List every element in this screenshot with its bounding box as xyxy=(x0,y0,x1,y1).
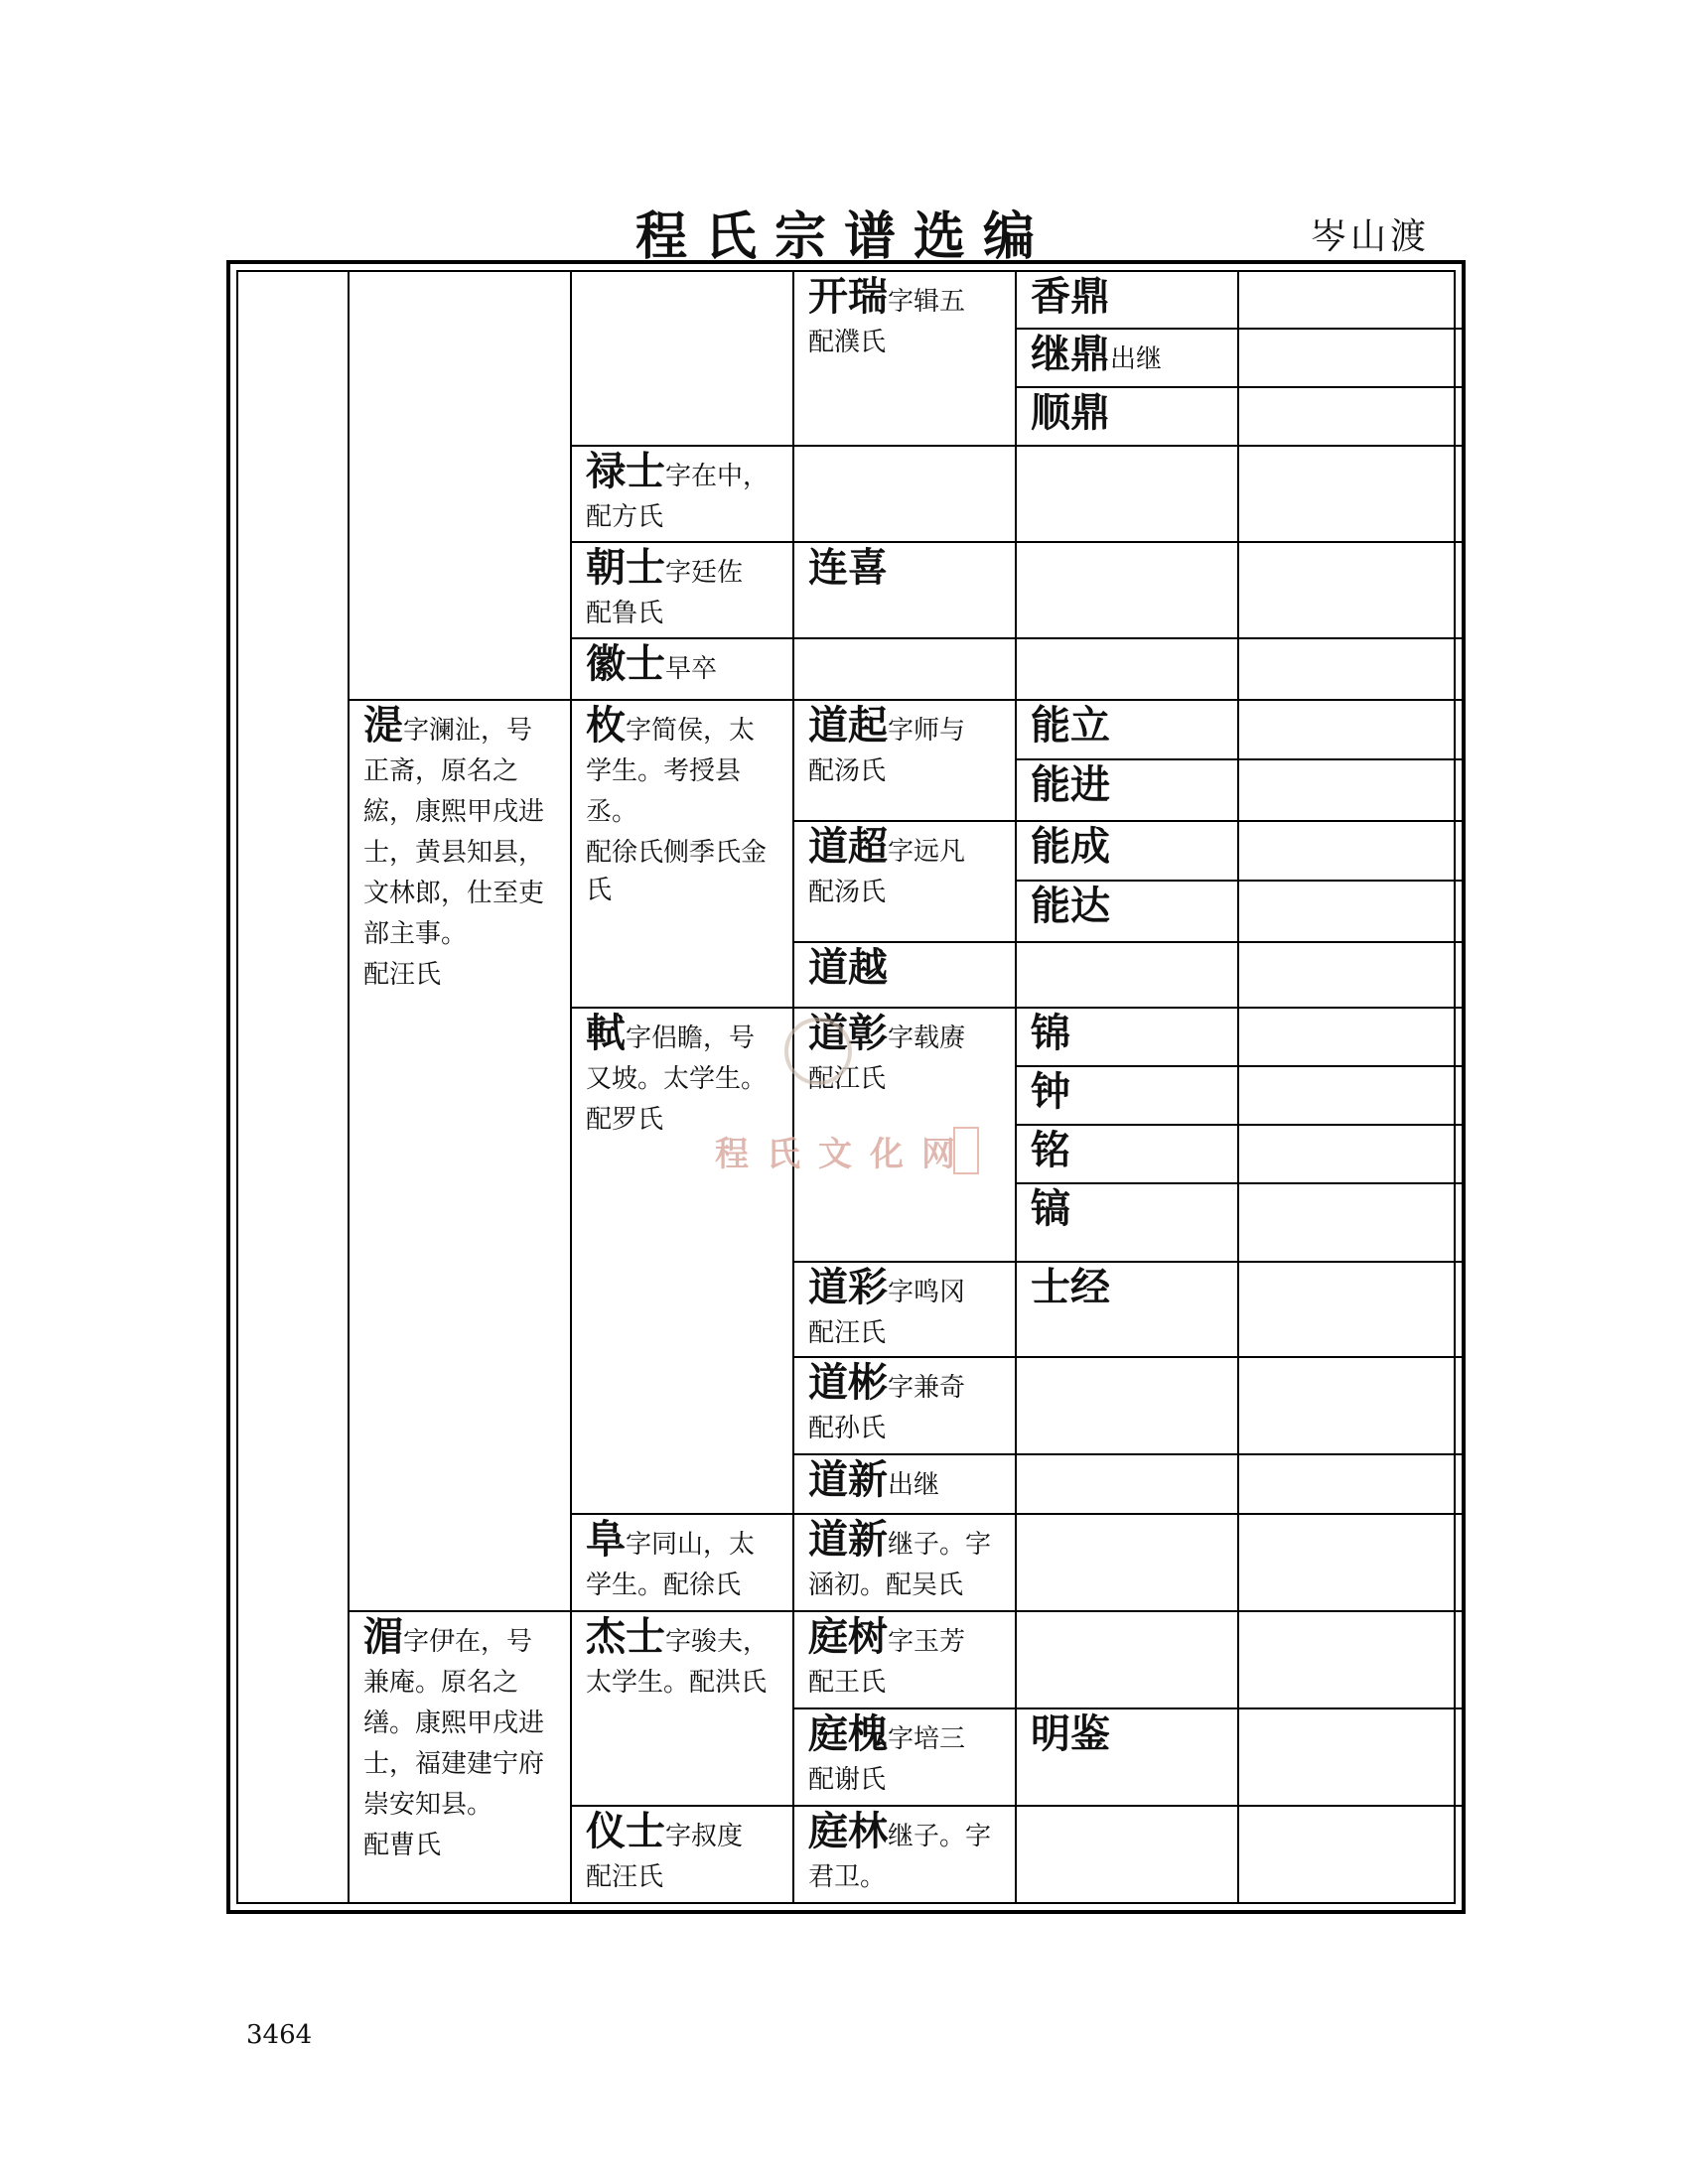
member-cell-lushi xyxy=(572,447,794,543)
member-note: 字培三 xyxy=(888,1724,966,1754)
member-name: 庭林 xyxy=(808,1808,888,1854)
member-name: 道彰 xyxy=(808,1010,888,1056)
member-cell-empty xyxy=(1017,1612,1239,1709)
member-note: 继子。字涵初。配吴氏 xyxy=(808,1530,992,1600)
member-cell-empty xyxy=(1239,943,1462,1009)
member-cell-chaoshi xyxy=(572,543,794,639)
member-note: 字兼奇 xyxy=(888,1373,966,1403)
member-spouse: 配孙氏 xyxy=(808,1414,887,1443)
member-cell-daoxin2 xyxy=(794,1515,1017,1612)
member-note: 字辑五 xyxy=(888,287,966,317)
member-spouse: 配江氏 xyxy=(808,1064,887,1094)
member-name: 枚 xyxy=(586,702,626,749)
member-name: 仪士 xyxy=(586,1808,665,1854)
member-spouse: 配曹氏 xyxy=(363,1831,442,1860)
member-note: 字载赓 xyxy=(888,1024,966,1053)
member-cell-empty xyxy=(1239,543,1462,639)
member-cell-empty xyxy=(1239,1126,1462,1184)
member-cell-shi2 xyxy=(572,1009,794,1515)
member-spouse: 配濮氏 xyxy=(808,328,887,357)
member-cell-empty xyxy=(1239,639,1462,701)
member-cell-empty xyxy=(1239,822,1462,882)
member-name: 道超 xyxy=(808,823,888,870)
member-cell-kairui xyxy=(794,272,1017,447)
member-cell-shunding xyxy=(1017,388,1239,447)
member-cell-empty xyxy=(1239,1067,1462,1126)
member-cell-empty xyxy=(794,447,1017,543)
member-note: 字澜沚，号正斋，原名之綋，康熙甲戌进士，黄县知县，文林郎，仕至吏部主事。 xyxy=(363,716,545,949)
watermark-seal-icon xyxy=(784,1018,852,1085)
member-cell-empty xyxy=(1239,1515,1462,1612)
generation-column-empty xyxy=(238,272,350,1902)
member-cell-daoyue xyxy=(794,943,1017,1009)
member-cell-jieshi xyxy=(572,1612,794,1807)
member-cell-empty xyxy=(1017,447,1239,543)
member-cell-empty xyxy=(1239,447,1462,543)
watermark-text: 程氏文化网 xyxy=(715,1135,973,1174)
member-name: 能进 xyxy=(1031,761,1110,808)
member-cell-empty xyxy=(1239,388,1462,447)
member-cell-empty xyxy=(1239,1709,1462,1807)
member-note: 字伊在，号兼庵。原名之缮。康熙甲戌进士，福建建宁府崇安知县。 xyxy=(363,1627,545,1820)
member-cell-jin xyxy=(1017,1009,1239,1067)
member-cell-empty xyxy=(1239,1612,1462,1709)
member-note: 字简侯，太学生。考授县丞。 xyxy=(586,716,756,827)
member-name: 湄 xyxy=(363,1613,403,1660)
member-cell-daochao xyxy=(794,822,1017,943)
member-cell-empty xyxy=(1239,760,1462,822)
member-cell-empty xyxy=(1239,1263,1462,1358)
member-cell-empty xyxy=(1017,943,1239,1009)
page-title: 程氏宗谱选编 xyxy=(634,206,1053,267)
member-cell-gao xyxy=(1017,1184,1239,1263)
clan-place-label: 岑山渡 xyxy=(1311,216,1431,257)
member-cell-mei2 xyxy=(350,1612,572,1902)
member-spouse: 配汪氏 xyxy=(363,960,442,990)
member-spouse: 配王氏 xyxy=(808,1668,887,1698)
member-cell-empty xyxy=(1239,1009,1462,1067)
member-cell-shi xyxy=(350,701,572,1612)
member-note: 出继 xyxy=(1110,344,1163,374)
member-spouse: 配汤氏 xyxy=(808,756,887,786)
member-name: 道彬 xyxy=(808,1359,888,1406)
member-note: 继子。字君卫。 xyxy=(808,1822,992,1892)
member-cell-empty xyxy=(1239,272,1462,330)
member-note: 字远凡 xyxy=(888,837,966,867)
member-cell-empty xyxy=(1239,330,1462,388)
member-cell-zhong xyxy=(1017,1067,1239,1126)
member-name: 能成 xyxy=(1031,823,1110,870)
genealogy-frame xyxy=(226,260,1466,1914)
member-name: 阜 xyxy=(586,1516,626,1563)
member-note: 字叔度 xyxy=(665,1822,744,1851)
member-note: 字廷佐 xyxy=(665,558,744,588)
member-name: 能立 xyxy=(1031,702,1110,749)
member-cell-nengda xyxy=(1017,882,1239,943)
member-note: 字鸣冈 xyxy=(888,1278,966,1307)
member-cell-mingjian xyxy=(1017,1709,1239,1807)
member-name: 軾 xyxy=(586,1010,626,1056)
member-name: 能达 xyxy=(1031,883,1110,929)
member-cell-daocai xyxy=(794,1263,1017,1358)
member-name: 禄士 xyxy=(586,448,665,494)
member-name: 道彩 xyxy=(808,1264,888,1310)
member-note: 字骏夫，太学生。配洪氏 xyxy=(586,1627,770,1698)
member-name: 杰士 xyxy=(586,1613,665,1660)
member-name: 开瑞 xyxy=(808,273,888,320)
member-cell-empty xyxy=(1239,1807,1462,1902)
member-name: 镐 xyxy=(1031,1185,1070,1232)
member-cell-empty xyxy=(572,272,794,447)
member-note: 字师与 xyxy=(888,716,966,746)
member-note: 字在中， xyxy=(665,462,770,491)
member-cell-empty xyxy=(1017,1807,1239,1902)
member-cell-yishi xyxy=(572,1807,794,1902)
member-cell-nengcheng xyxy=(1017,822,1239,882)
member-name: 明鉴 xyxy=(1031,1710,1110,1757)
member-name: 继鼎 xyxy=(1031,331,1110,377)
member-name: 顺鼎 xyxy=(1031,389,1110,436)
member-cell-empty xyxy=(1017,639,1239,701)
member-name: 钟 xyxy=(1031,1068,1070,1115)
member-spouse: 配汪氏 xyxy=(808,1318,887,1348)
page-number: 3464 xyxy=(246,2020,313,2050)
member-cell-empty xyxy=(1239,1184,1462,1263)
member-cell-daobin xyxy=(794,1358,1017,1455)
member-cell-fu xyxy=(572,1515,794,1612)
member-note: 字侣瞻，号又坡。太学生。 xyxy=(586,1024,768,1094)
member-spouse: 配谢氏 xyxy=(808,1765,887,1795)
member-name: 士经 xyxy=(1031,1264,1110,1310)
member-cell-daoqi xyxy=(794,701,1017,822)
genealogy-table xyxy=(236,270,1456,1904)
member-note: 字玉芳 xyxy=(888,1627,966,1657)
member-name: 香鼎 xyxy=(1031,273,1110,320)
member-cell-empty xyxy=(1239,701,1462,760)
member-cell-huishi xyxy=(572,639,794,701)
member-note: 字同山，太学生。配徐氏 xyxy=(586,1530,756,1600)
member-name: 庭树 xyxy=(808,1613,888,1660)
member-name: 铭 xyxy=(1031,1127,1070,1173)
member-cell-empty xyxy=(350,272,572,701)
member-cell-daoxin1 xyxy=(794,1455,1017,1515)
member-spouse: 配徐氏侧季氏金氏 xyxy=(586,838,768,905)
member-name: 湜 xyxy=(363,702,403,749)
member-name: 道新 xyxy=(808,1516,888,1563)
member-cell-nengjin xyxy=(1017,760,1239,822)
member-cell-tingshu xyxy=(794,1612,1017,1709)
member-spouse: 配汤氏 xyxy=(808,878,887,907)
member-cell-ming xyxy=(1017,1126,1239,1184)
member-cell-empty xyxy=(1239,1358,1462,1455)
member-cell-jiding xyxy=(1017,330,1239,388)
member-cell-empty xyxy=(1017,1358,1239,1455)
member-name: 庭槐 xyxy=(808,1710,888,1757)
member-name: 道起 xyxy=(808,702,888,749)
member-name: 徽士 xyxy=(586,640,665,687)
member-cell-shijing xyxy=(1017,1263,1239,1358)
member-cell-tinglin xyxy=(794,1807,1017,1902)
watermark-stamp-icon xyxy=(953,1127,979,1174)
member-spouse: 配方氏 xyxy=(586,502,664,532)
member-name: 朝士 xyxy=(586,544,665,591)
member-cell-empty xyxy=(1239,1455,1462,1515)
member-spouse: 配鲁氏 xyxy=(586,599,664,628)
member-spouse: 配罗氏 xyxy=(586,1105,664,1135)
member-note: 早卒 xyxy=(665,654,718,684)
member-cell-empty xyxy=(1017,543,1239,639)
member-spouse: 配汪氏 xyxy=(586,1862,664,1892)
member-name: 道新 xyxy=(808,1456,888,1503)
member-name: 锦 xyxy=(1031,1010,1070,1056)
member-cell-xiangding xyxy=(1017,272,1239,330)
member-cell-empty xyxy=(1017,1455,1239,1515)
member-cell-empty xyxy=(1017,1515,1239,1612)
member-cell-tinghuai xyxy=(794,1709,1017,1807)
member-cell-mei xyxy=(572,701,794,1009)
member-cell-lianxi xyxy=(794,543,1017,639)
member-cell-empty xyxy=(794,639,1017,701)
member-name: 连喜 xyxy=(808,544,888,591)
member-cell-empty xyxy=(1239,882,1462,943)
member-name: 道越 xyxy=(808,944,888,991)
member-note: 出继 xyxy=(888,1470,940,1500)
member-cell-nengli xyxy=(1017,701,1239,760)
